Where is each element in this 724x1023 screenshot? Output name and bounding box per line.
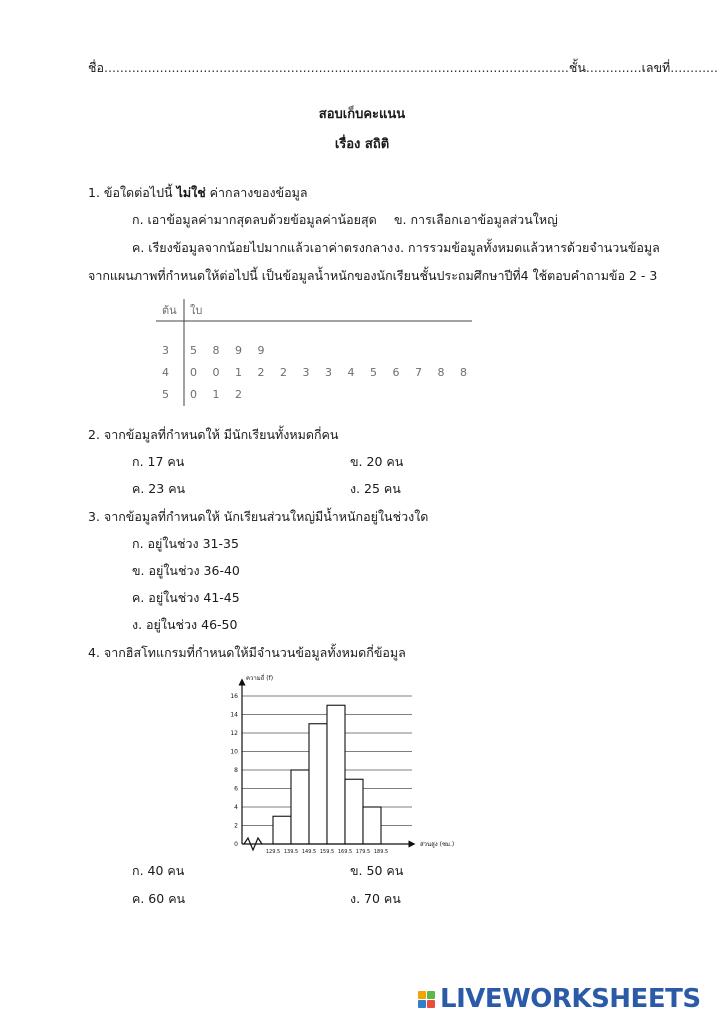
- logo-blocks-icon: [418, 991, 435, 1008]
- leaf-value: 7: [415, 366, 422, 379]
- stem-header: ต้น: [162, 304, 177, 317]
- y-tick-label: 4: [234, 804, 238, 811]
- class-label: ชั้น: [568, 60, 586, 75]
- q1-option-a[interactable]: ก. เอาข้อมูลค่ามากสุดลบด้วยข้อมูลค่าน้อยสุด: [132, 212, 377, 227]
- q3-option-a[interactable]: ก. อยู่ในช่วง 31-35: [132, 536, 239, 551]
- leaf-value: 8: [212, 344, 220, 357]
- leaf-value: 5: [190, 344, 197, 357]
- x-tick-label: 179.5: [355, 849, 371, 854]
- stem-leaf-plot: [150, 296, 480, 408]
- y-tick-label: 10: [230, 748, 238, 756]
- x-tick-label: 149.5: [301, 849, 317, 854]
- leaf-value: 6: [392, 366, 400, 379]
- leaf-header: ใบ: [190, 304, 203, 317]
- question-4: 4. จากฮิสโทแกรมที่กำหนดให้มีจำนวนข้อมูลทั้งหมดกี่ข้อมูล: [88, 645, 406, 660]
- q2-option-b[interactable]: ข. 20 คน: [350, 454, 404, 469]
- histogram-bar: [345, 779, 363, 844]
- x-tick-label: 159.5: [319, 849, 335, 854]
- histogram-bar: [291, 770, 309, 844]
- q2-option-c[interactable]: ค. 23 คน: [132, 481, 186, 496]
- stem-value: 5: [162, 388, 169, 401]
- y-tick-label: 14: [230, 711, 238, 719]
- q1-prefix: 1. ข้อใดต่อไปนี้: [88, 185, 173, 200]
- stem-leaf-intro: จากแผนภาพที่กำหนดให้ต่อไปนี้ เป็นข้อมูลน้ำหนักของนักเรียนชั้นประถมศึกษาปีที่4 ใช้ตอบคำถามข้อ 2 - 3: [88, 268, 658, 283]
- leaf-value: 1: [235, 366, 242, 379]
- y-tick-label: 16: [230, 693, 238, 700]
- leaf-value: 0: [190, 366, 197, 379]
- liveworksheets-logo: [418, 983, 701, 1015]
- leaf-value: 0: [212, 366, 220, 379]
- y-tick-label: 6: [234, 785, 238, 793]
- q2-option-d[interactable]: ง. 25 คน: [350, 481, 401, 496]
- histogram-bar: [327, 705, 345, 844]
- name-blank[interactable]: .....................................................................................................................: [104, 60, 569, 75]
- y-axis-label: ความถี่ (f): [246, 675, 274, 682]
- q4-option-d[interactable]: ง. 70 คน: [350, 891, 401, 906]
- class-blank[interactable]: ..............: [585, 60, 642, 75]
- histogram-bar: [273, 816, 291, 844]
- name-label: ชื่อ: [88, 60, 104, 75]
- q4-option-a[interactable]: ก. 40 คน: [132, 863, 185, 878]
- leaf-value: 1: [212, 388, 220, 401]
- x-tick-label: 189.5: [373, 849, 389, 854]
- q3-option-c[interactable]: ค. อยู่ในช่วง 41-45: [132, 590, 240, 605]
- leaf-value: 9: [257, 344, 265, 357]
- page-title: สอบเก็บคะแนน: [318, 107, 406, 122]
- histogram-bar: [309, 724, 327, 844]
- leaf-value: 2: [235, 388, 242, 401]
- q1-option-b[interactable]: ข. การเลือกเอาข้อมูลส่วนใหญ่: [394, 212, 558, 227]
- leaf-value: 9: [235, 344, 242, 357]
- question-1: [88, 185, 308, 201]
- stem-value: 3: [162, 344, 169, 357]
- q2-option-a[interactable]: ก. 17 คน: [132, 454, 185, 469]
- question-2: 2. จากข้อมูลที่กำหนดให้ มีนักเรียนทั้งหมดกี่คน: [88, 427, 339, 442]
- leaf-value: 5: [370, 366, 377, 379]
- q4-option-b[interactable]: ข. 50 คน: [350, 863, 404, 878]
- leaf-value: 8: [460, 366, 467, 379]
- question-3: 3. จากข้อมูลที่กำหนดให้ นักเรียนส่วนใหญ่มีน้ำหนักอยู่ในช่วงใด: [88, 509, 429, 524]
- histogram-bar: [363, 807, 381, 844]
- number-label: เลขที่: [641, 60, 671, 75]
- leaf-value: 3: [325, 366, 332, 379]
- x-tick-label: 169.5: [337, 849, 353, 854]
- histogram-chart: [220, 668, 480, 854]
- q3-option-b[interactable]: ข. อยู่ในช่วง 36-40: [132, 563, 240, 578]
- q1-option-c[interactable]: ค. เรียงข้อมูลจากน้อยไปมากแล้วเอาค่าตรงกลาง: [132, 240, 394, 255]
- number-blank[interactable]: ............: [670, 60, 718, 75]
- histogram-bars: [273, 705, 381, 844]
- x-axis-label: ส่วนสูง (ซม.): [420, 841, 455, 848]
- x-tick-label: 139.5: [283, 849, 299, 854]
- leaf-value: 2: [257, 366, 265, 379]
- q4-option-c[interactable]: ค. 60 คน: [132, 891, 186, 906]
- y-tick-label: 8: [234, 767, 238, 774]
- header-line: [88, 60, 718, 76]
- leaf-value: 8: [437, 366, 445, 379]
- q1-suffix: ค่ากลางของข้อมูล: [209, 185, 308, 200]
- leaf-value: 3: [302, 366, 310, 379]
- y-tick-label: 12: [230, 730, 238, 737]
- page-subtitle: เรื่อง สถิติ: [334, 137, 390, 152]
- q1-emphasis: ไม่ใช่: [176, 185, 206, 200]
- y-tick-label: 0: [234, 841, 238, 848]
- stem-value: 4: [162, 366, 169, 379]
- leaf-value: 2: [280, 366, 287, 379]
- leaf-value: 4: [347, 366, 355, 379]
- leaf-value: 0: [190, 388, 197, 401]
- logo-wordmark: LIVEWORKSHEETS: [440, 984, 701, 1014]
- q3-option-d[interactable]: ง. อยู่ในช่วง 46-50: [132, 617, 238, 632]
- x-tick-label: 129.5: [265, 849, 281, 854]
- y-tick-label: 2: [234, 822, 238, 830]
- q1-option-d[interactable]: ง. การรวมข้อมูลทั้งหมดแล้วหารด้วยจำนวนข้อมูล: [394, 240, 660, 255]
